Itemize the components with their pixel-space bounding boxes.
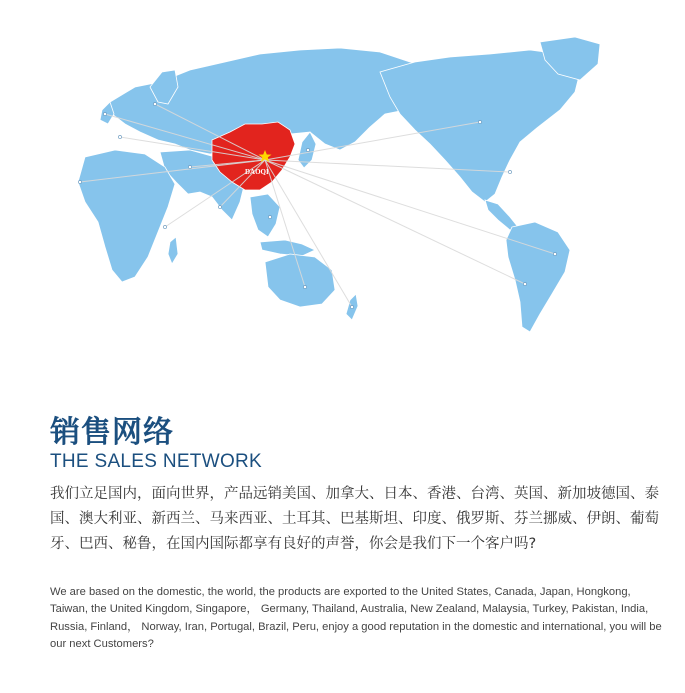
destination-dot: [218, 205, 221, 208]
destination-dot: [523, 282, 526, 285]
destination-dot: [163, 225, 166, 228]
destination-dot: [508, 170, 511, 173]
route-line: [265, 160, 555, 254]
destination-dot: [78, 180, 81, 183]
destination-dot: [188, 165, 191, 168]
map-brand-label: DAOQI: [245, 168, 269, 176]
landmass-north-america: [380, 50, 580, 202]
section-body-cn: 我们立足国内，面向世界，产品远销美国、加拿大、日本、香港、台湾、英国、新加坡德国、泰国、澳大利亚、新西兰、马来西亚、土耳其、巴基斯坦、印度、俄罗斯、芬兰挪威、伊朗、葡萄牙、巴西、秘鲁，在国内国际都享有良好的声誉，你会是我们下一个客户吗?: [50, 486, 659, 552]
landmass-australia: [265, 254, 335, 307]
destination-dot: [553, 252, 556, 255]
landmass-central-america: [485, 200, 518, 230]
section-body-en: We are based on the domestic, the world, the products are exported to the United States, Canada, Japan, Hongkong, Taiwan, the United Kingdom, Singapore， Germany, Thailand, Australia, New Zealand, Malaysia, Turkey, Pakistan, India, Russia, Finland， Norway, Iran, Portugal, Brazil, Peru, enjoy a good reputation in the domestic and international, you will be our next Customers?: [50, 586, 662, 650]
landmass-madagascar: [168, 237, 178, 264]
section-title-en: THE SALES NETWORK: [50, 451, 263, 472]
destination-dot: [118, 135, 121, 138]
destination-dot: [153, 102, 156, 105]
destination-dot: [103, 112, 106, 115]
landmass-indonesia: [260, 240, 315, 256]
section-title-cn: 销售网络: [50, 415, 174, 450]
landmass-africa: [78, 150, 175, 282]
destination-dot: [306, 148, 309, 151]
destination-dot: [303, 285, 306, 288]
destination-dot: [268, 215, 271, 218]
world-map: [40, 32, 630, 342]
landmass-south-america: [506, 222, 570, 332]
destination-dot: [478, 120, 481, 123]
world-map-graphic: [40, 32, 630, 342]
destination-dot: [350, 305, 353, 308]
landmass-southeast-asia: [250, 194, 280, 237]
